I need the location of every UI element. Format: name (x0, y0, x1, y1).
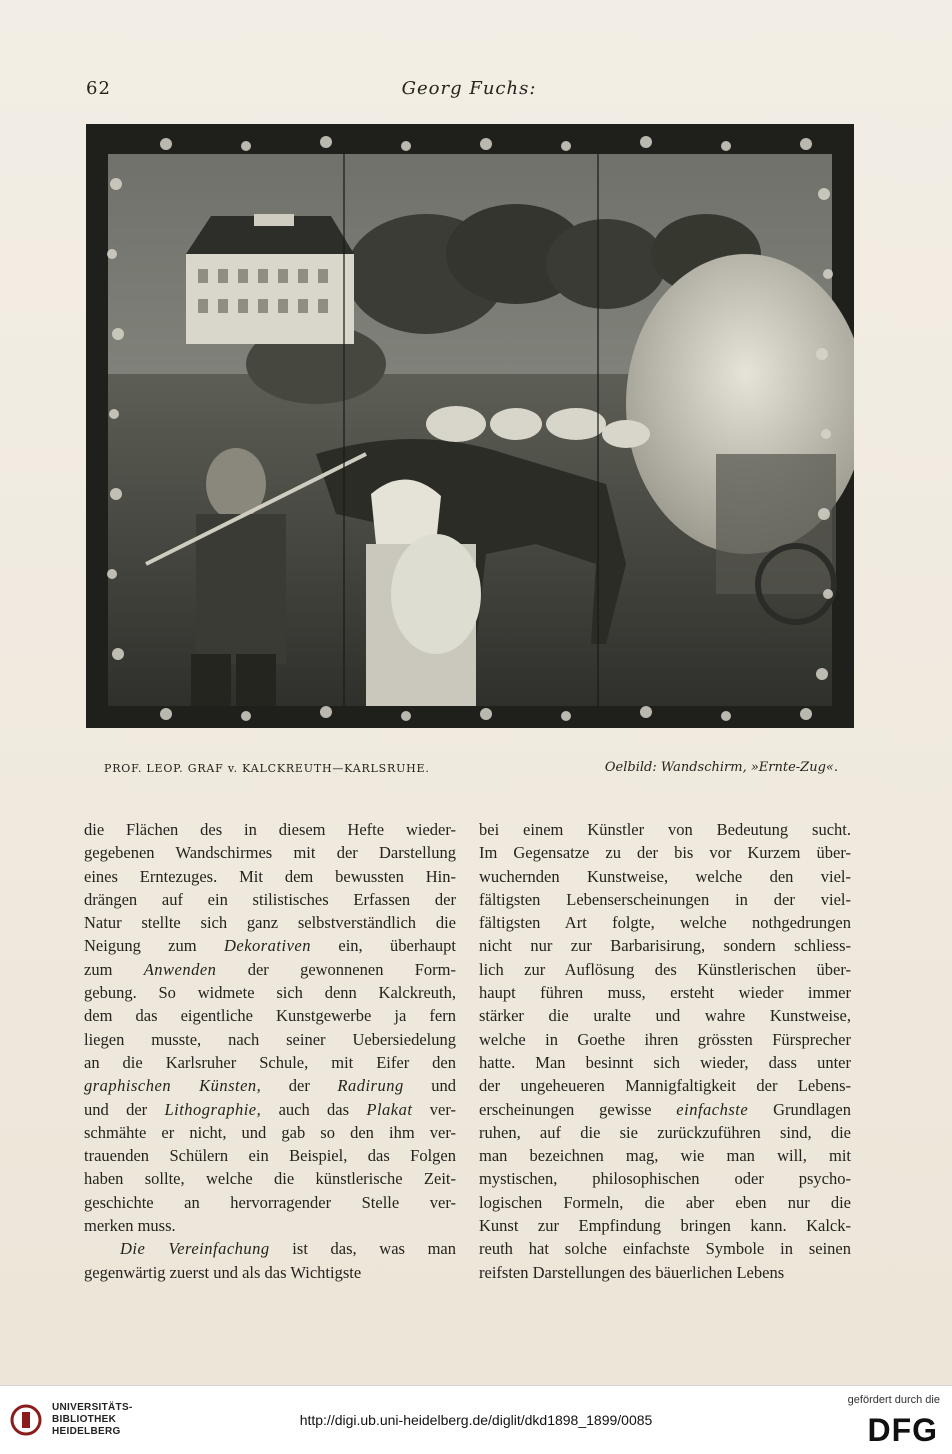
text-line: dem das eigentliche Kunstgewerbe ja fern (84, 1006, 456, 1026)
emphasis: Die Vereinfachung (120, 1239, 270, 1259)
figure-caption (104, 760, 838, 780)
text-line: mystischen, philosophischen oder psycho- (479, 1169, 851, 1189)
text-line: drängen auf ein stilistisches Erfassen der (84, 889, 456, 909)
text-line: reuth hat solche einfachste Symbole in seinen (479, 1239, 851, 1259)
text-line: die Flächen des in diesem Hefte wieder- (84, 820, 456, 839)
text-line: ruhen, auf die sie zurückzuführen sind, die (479, 1122, 851, 1142)
permalink-url[interactable]: http://digi.ub.uni-heidelberg.de/diglit/dkd1898_1899/0085 (299, 1412, 653, 1428)
text-line: Neigung zum Dekorativen ein, überhaupt (84, 936, 456, 956)
text-line: reifsten Darstellungen des bäuerlichen Lebens (479, 1262, 785, 1282)
text-line: trauenden Schülern ein Beispiel, das Folgen (84, 1146, 456, 1166)
running-title: Georg Fuchs: (401, 78, 537, 99)
institution-line: HEIDELBERG (52, 1426, 121, 1437)
dfg-logo: DFG (867, 1412, 938, 1448)
text-line: graphischen Künsten, der Radirung und (84, 1076, 456, 1096)
text-line: zum Anwenden der gewonnenen Form- (84, 959, 456, 979)
emphasis: Anwenden (143, 959, 217, 979)
text-line: merken muss. (84, 1216, 176, 1236)
text-line: liegen musste, nach seiner Uebersiedelung (84, 1029, 456, 1049)
text-line: haben sollte, welche die künstlerische Zeit- (84, 1169, 456, 1189)
text-line: eines Erntezuges. Mit dem bewussten Hin- (84, 866, 456, 886)
institution-line: UNIVERSITÄTS- (52, 1402, 133, 1413)
caption-title: Oelbild: Wandschirm, »Ernte-Zug«. (604, 760, 838, 775)
emphasis: Dekorativen (223, 936, 312, 956)
painting-image (86, 124, 854, 728)
text-line: gebung. So widmete sich denn Kalckreuth, (84, 983, 456, 1003)
text-line: man bezeichnen mag, wie man will, mit (479, 1146, 851, 1166)
text-line: haupt führen muss, ersteht wieder immer (479, 983, 851, 1003)
text-line: lich zur Auflösung des Künstlerischen über- (479, 959, 851, 979)
text-line: schmähte er nicht, und gab so den ihm ver- (84, 1122, 456, 1142)
text-line: stärker die uralte und wahre Kunstweise, (479, 1006, 851, 1026)
digitization-footer (0, 1385, 952, 1454)
emphasis: Radirung (337, 1076, 404, 1096)
text-line: fältigsten Lebenserscheinungen in der viel- (479, 889, 851, 909)
text-line: logischen Formeln, die aber eben nur die (479, 1192, 851, 1212)
text-line: an die Karlsruher Schule, mit Eifer den (84, 1052, 456, 1072)
emphasis: Lithographie, (164, 1099, 262, 1119)
funding-label: gefördert durch die (847, 1394, 940, 1406)
page-header (86, 78, 852, 104)
text-line: Kunst zur Empfindung bringen kann. Kalck- (479, 1216, 851, 1236)
text-line: wuchernden Kunstweise, welche den viel- (479, 866, 851, 886)
emphasis: Plakat (366, 1099, 413, 1119)
text-line: welche in Goethe ihren grössten Fürsprecher (479, 1029, 851, 1049)
emphasis: einfachste (676, 1099, 749, 1119)
text-line: der ungeheueren Mannigfaltigkeit der Lebens- (479, 1076, 851, 1096)
emphasis: graphischen Künsten, (84, 1076, 262, 1096)
text-column-left (84, 818, 456, 1284)
text-line: Natur stellte sich ganz selbstverständlich die (84, 913, 456, 933)
text-line: gegebenen Wandschirmes mit der Darstellung (84, 843, 456, 863)
text-line: erscheinungen gewisse einfachste Grundlagen (479, 1099, 851, 1119)
text-line: gegenwärtig zuerst und als das Wichtigste (84, 1262, 362, 1282)
text-line: bei einem Künstler von Bedeutung sucht. (479, 820, 851, 839)
text-line: geschichte an hervorragender Stelle ver- (84, 1192, 456, 1212)
page-number: 62 (86, 78, 111, 99)
text-line: hatte. Man besinnt sich wieder, dass unter (479, 1052, 851, 1072)
text-column-right (479, 818, 851, 1284)
institution-line: BIBLIOTHEK (52, 1414, 117, 1425)
text-line: nicht nur zur Barbarisirung, sondern schliess- (479, 936, 851, 956)
text-line: Die Vereinfachung ist das, was man (120, 1239, 456, 1259)
text-line: fältigsten Art folgte, welche nothgedrungen (479, 913, 851, 933)
caption-artist: PROF. LEOP. GRAF v. KALCKREUTH—KARLSRUHE. (104, 762, 430, 775)
text-line: und der Lithographie, auch das Plakat ver- (84, 1099, 456, 1119)
painting-plate (86, 124, 854, 728)
text-line: Im Gegensatze zu der bis vor Kurzem über- (479, 843, 851, 863)
